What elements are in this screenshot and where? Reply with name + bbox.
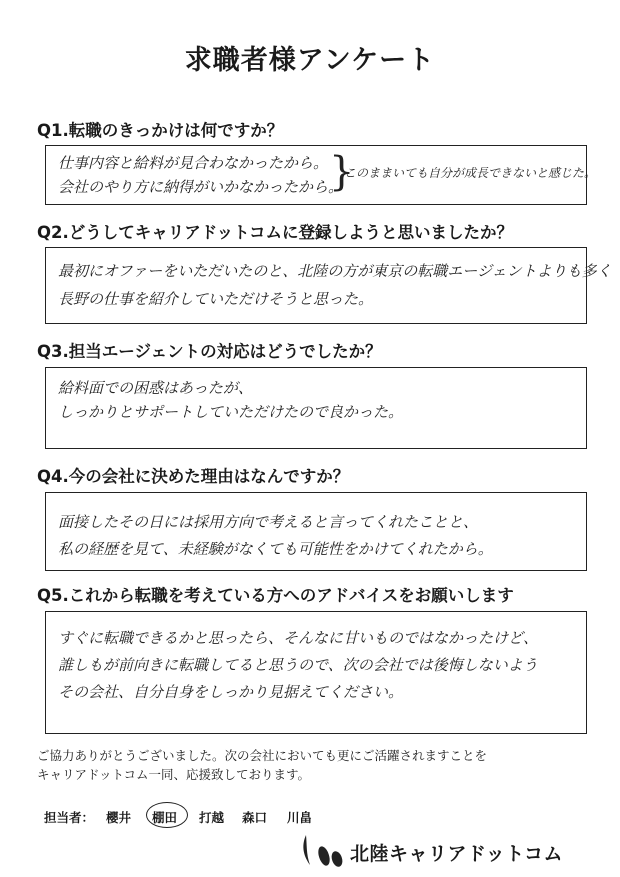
brace-mark: } bbox=[329, 149, 355, 195]
page-title: 求職者様アンケート bbox=[184, 45, 436, 76]
staff-name: 櫻井 bbox=[106, 810, 132, 825]
closing-line-1: ご協力ありがとうございました。次の会社においても更にご活躍されますことを bbox=[37, 748, 488, 763]
question-2-label: Q2.どうしてキャリアドットコムに登録しようと思いましたか？ bbox=[37, 223, 513, 242]
answer-3-line-2: しっかりとサポートしていただけたので良かった。 bbox=[58, 403, 404, 421]
answer-4-line-2: 私の経歴を見て、未経験がなくても可能性をかけてくれたから。 bbox=[58, 540, 493, 558]
question-5-label: Q5.これから転職を考えている方へのアドバイスをお願いします bbox=[37, 586, 514, 605]
answer-box-1 bbox=[45, 145, 597, 205]
answer-4-line-1: 面接したその日には採用方向で考えると言ってくれたことと、 bbox=[58, 513, 479, 531]
question-4-label: Q4.今の会社に決めた理由はなんですか？ bbox=[37, 467, 350, 486]
answer-3-line-1: 給料面での困惑はあったが、 bbox=[58, 379, 253, 397]
staff-label: 担当者： bbox=[44, 810, 95, 825]
answer-2-line-1: 最初にオファーをいただいたのと、北陸の方が東京の転職エージェントよりも多く bbox=[58, 262, 612, 280]
staff-name: 棚田 bbox=[152, 810, 178, 825]
answer-1-side-note: このままいても自分が成長できないと感じた。 bbox=[344, 166, 597, 180]
company-logo-mark bbox=[300, 832, 344, 868]
question-3-label: Q3.担当エージェントの対応はどうでしたか？ bbox=[37, 342, 382, 361]
closing-line-2: キャリアドットコム一同、応援致しております。 bbox=[37, 767, 311, 782]
answer-box-5 bbox=[45, 611, 587, 734]
question-1-label: Q1.転職のきっかけは何ですか？ bbox=[37, 121, 284, 140]
answer-5-line-3: その会社、自分自身をしっかり見据えてください。 bbox=[58, 683, 404, 701]
answer-box-3 bbox=[45, 367, 587, 449]
answer-1-line-2: 会社のやり方に納得がいかなかったから。 bbox=[58, 178, 344, 196]
staff-name: 打越 bbox=[199, 810, 225, 825]
answer-1-line-1: 仕事内容と給料が見合わなかったから。 bbox=[58, 154, 329, 172]
answer-2-line-2: 長野の仕事を紹介していただけそうと思った。 bbox=[58, 290, 374, 308]
answer-5-line-1: すぐに転職できるかと思ったら、そんなに甘いものではなかったけど、 bbox=[58, 629, 539, 647]
answer-box-4 bbox=[45, 492, 587, 571]
staff-name: 森口 bbox=[242, 810, 268, 825]
staff-name: 川畠 bbox=[287, 810, 313, 825]
answer-box-2 bbox=[45, 247, 612, 324]
company-logo-text: 北陸キャリアドットコム bbox=[350, 843, 563, 865]
answer-5-line-2: 誰しもが前向きに転職してると思うので、次の会社では後悔しないよう bbox=[58, 656, 538, 674]
